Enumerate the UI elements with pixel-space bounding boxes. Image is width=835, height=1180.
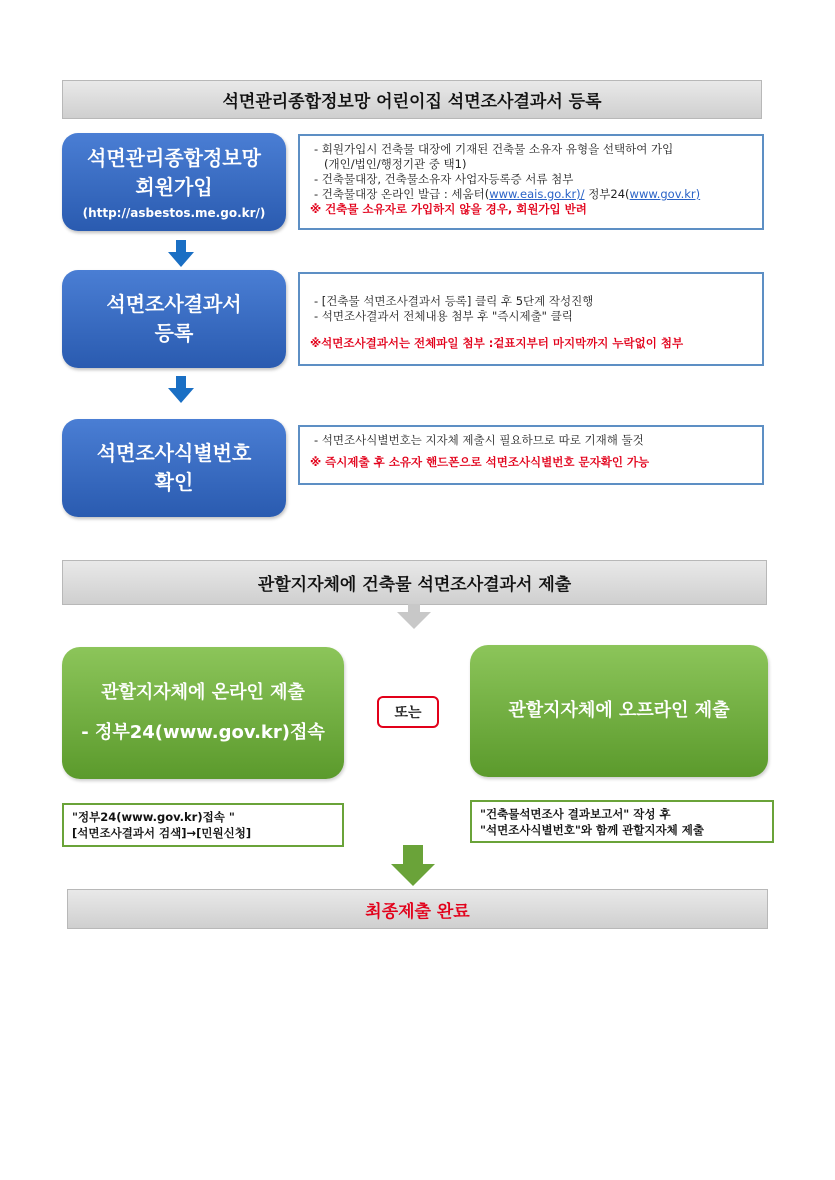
step-register-title-2: 등록 bbox=[154, 321, 194, 345]
step-confirm-title-1: 석면조사식별번호 bbox=[96, 441, 252, 465]
step-signup-title-2: 회원가입 bbox=[135, 175, 213, 199]
step-signup-url: (http://asbestos.me.go.kr/) bbox=[82, 206, 266, 220]
final-banner bbox=[67, 889, 768, 929]
info-text: 정부24( bbox=[584, 187, 630, 201]
or-text: 또는 bbox=[394, 705, 422, 721]
info-line: - 석면조사식별번호는 지자체 제출시 필요하므로 따로 기재해 둘것 bbox=[314, 433, 644, 447]
gov-link[interactable]: www.gov.kr) bbox=[629, 187, 701, 201]
info-line: (개인/법인/행정기관 중 택1) bbox=[324, 157, 467, 171]
or-label bbox=[377, 696, 439, 728]
info-line: - 건축물대장, 건축물소유자 사업자등록증 서류 첨부 bbox=[314, 172, 574, 186]
eais-link[interactable]: www.eais.go.kr)/ bbox=[489, 187, 585, 201]
down-arrow-icon bbox=[167, 240, 195, 268]
offline-note bbox=[470, 800, 774, 843]
step-register bbox=[62, 270, 286, 368]
warning-text: ※ 건축물 소유자로 가입하지 않을 경우, 회원가입 반려 bbox=[310, 202, 587, 216]
info-text: - 건축물대장 온라인 발급 : 세움터( bbox=[314, 187, 490, 201]
online-note-line-1: "정부24(www.gov.kr)접속 " bbox=[72, 810, 235, 824]
step-confirm-info bbox=[298, 425, 764, 485]
info-line: - [건축물 석면조사결과서 등록] 클릭 후 5단계 작성진행 bbox=[314, 294, 594, 308]
offline-note-line-1: "건축물석면조사 결과보고서" 작성 후 bbox=[480, 807, 671, 821]
online-title: 관할지자체에 온라인 제출 bbox=[101, 682, 305, 703]
offline-title: 관할지자체에 오프라인 제출 bbox=[508, 700, 730, 721]
online-submit-box bbox=[62, 647, 344, 779]
online-note bbox=[62, 803, 344, 847]
step-signup-title-1: 석면관리종합정보망 bbox=[87, 146, 261, 170]
submit-banner-title: 관할지자체에 건축물 석면조사결과서 제출 bbox=[257, 575, 572, 595]
down-arrow-icon bbox=[167, 376, 195, 404]
offline-submit-box bbox=[470, 645, 768, 777]
step-signup bbox=[62, 133, 286, 231]
step-confirm-title-2: 확인 bbox=[154, 470, 194, 494]
online-subtitle: - 정부24(www.gov.kr)접속 bbox=[81, 722, 325, 743]
step-confirm-id bbox=[62, 419, 286, 517]
info-line bbox=[310, 187, 752, 202]
info-line: - 석면조사결과서 전체내용 첨부 후 "즉시제출" 클릭 bbox=[314, 309, 573, 323]
warning-text: ※석면조사결과서는 전체파일 첨부 :겉표지부터 마지막까지 누락없이 첨부 bbox=[310, 336, 684, 350]
top-banner-title: 석면관리종합정보망 어린이집 석면조사결과서 등록 bbox=[222, 92, 602, 112]
info-line: - 회원가입시 건축물 대장에 기재된 건축물 소유자 유형을 선택하여 가입 bbox=[314, 142, 674, 156]
final-banner-title: 최종제출 완료 bbox=[365, 901, 470, 922]
top-banner bbox=[62, 80, 762, 119]
submit-banner bbox=[62, 560, 767, 605]
down-arrow-icon bbox=[396, 604, 432, 630]
step-register-info bbox=[298, 272, 764, 366]
online-note-line-2: [석면조사결과서 검색]→[민원신청] bbox=[72, 826, 252, 840]
warning-text: ※ 즉시제출 후 소유자 핸드폰으로 석면조사식별번호 문자확인 가능 bbox=[310, 455, 650, 469]
down-arrow-icon bbox=[390, 845, 436, 887]
step-register-title-1: 석면조사결과서 bbox=[106, 292, 242, 316]
offline-note-line-2: "석면조사식별번호"와 함께 관할지자체 제출 bbox=[480, 823, 704, 837]
step-signup-info bbox=[298, 134, 764, 230]
